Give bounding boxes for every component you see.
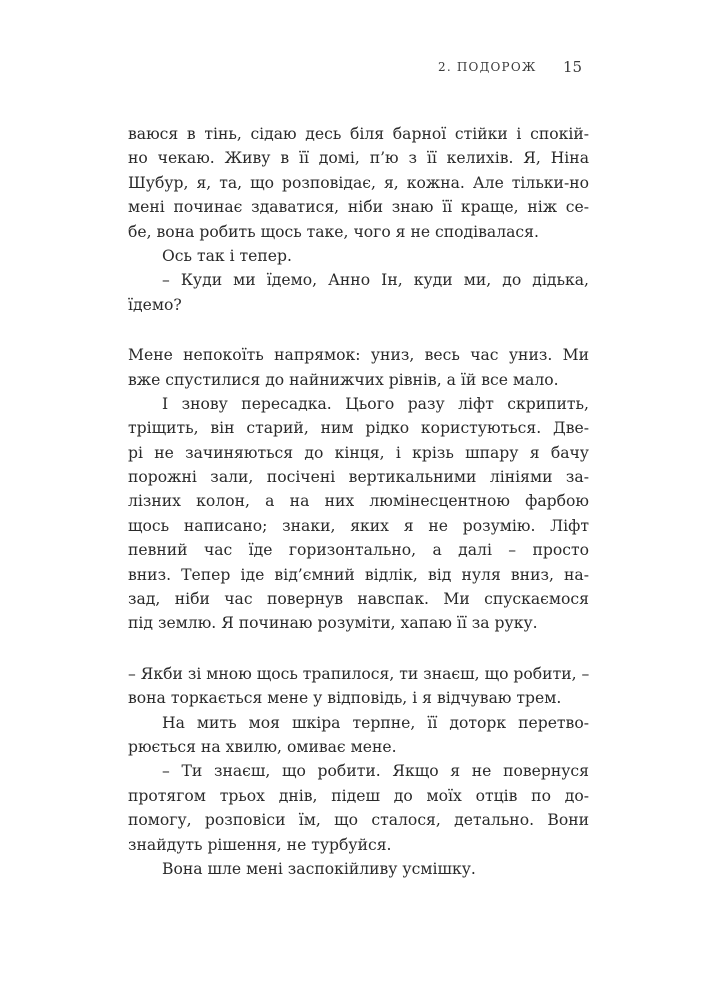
paragraph	[128, 759, 589, 857]
text-line: рі не зачиняються до кінця, і крізь шпару я бачу	[128, 443, 589, 462]
text-line: – Куди ми їдемо, Анно Ін, куди ми, до дідька,	[162, 271, 589, 290]
paragraph	[128, 662, 589, 711]
text-line: протягом трьох днів, підеш до моїх отців по до-	[128, 786, 589, 805]
text-line: вона торкається мене у відповідь, і я відчуваю трем.	[128, 689, 562, 708]
text-line: ваюся в тінь, сідаю десь біля барної стійки і спокій-	[128, 125, 589, 143]
section	[128, 343, 589, 636]
text-line: їдемо?	[128, 295, 182, 314]
text-line: порожні зали, посічені вертикальними лініями за-	[128, 468, 589, 487]
body-text	[128, 122, 589, 881]
text-line: зад, ніби час повернув навспак. Ми спускаємося	[128, 590, 589, 609]
text-line: Мене непокоїть напрямок: униз, весь час униз. Ми	[128, 346, 589, 365]
paragraph	[128, 122, 589, 244]
paragraph	[128, 392, 589, 636]
text-line: помогу, розповіси їм, що сталося, детально. Вони	[128, 811, 589, 830]
text-line: І знову пересадка. Цього разу ліфт скрипить,	[162, 394, 589, 413]
text-line: мені починає здаватися, ніби знаю її краще, ніж се-	[128, 198, 589, 217]
text-line: щось написано; знаки, яких я не розумію. Ліфт	[128, 516, 589, 535]
paragraph	[128, 711, 589, 760]
text-line: рюється на хвилю, омиває мене.	[128, 737, 397, 756]
text-line: під землю. Я починаю розуміти, хапаю її за руку.	[128, 614, 538, 633]
text-line: лізних колон, а на них люмінесцентною фарбою	[128, 492, 589, 511]
paragraph	[128, 268, 589, 317]
section-break	[128, 636, 589, 662]
text-line: но чекаю. Живу в її домі, п’ю з її келихів. Я, Ніна	[128, 149, 589, 168]
paragraph	[128, 857, 589, 881]
paragraph	[128, 244, 589, 268]
text-line: вже спустилися до найнижчих рівнів, а їй все мало.	[128, 370, 559, 389]
section-break	[128, 317, 589, 343]
section	[128, 662, 589, 882]
text-line: Шубур, я, та, що розповідає, я, кожна. Але тільки-но	[128, 173, 589, 192]
text-line: – Якби зі мною щось трапилося, ти знаєш, що робити, –	[128, 664, 590, 683]
text-line: – Ти знаєш, що робити. Якщо я не повернуся	[162, 762, 589, 781]
text-line: Вона шле мені заспокійливу усмішку.	[162, 859, 476, 878]
text-line: бе, вона робить щось таке, чого я не сподівалася.	[128, 222, 539, 241]
paragraph	[128, 343, 589, 392]
page-number: 15	[563, 58, 583, 76]
text-line: Ось так і тепер.	[162, 246, 292, 265]
section	[128, 122, 589, 317]
text-line: тріщить, він старий, ним рідко користуються. Две-	[128, 419, 589, 438]
text-line: вниз. Тепер іде від’ємний відлік, від нуля вниз, на-	[128, 565, 589, 584]
text-line: знайдуть рішення, не турбуйся.	[128, 835, 392, 854]
text-line: На мить моя шкіра терпне, її доторк перетво-	[162, 713, 589, 732]
text-line: певний час їде горизонтально, а далі – просто	[128, 541, 589, 560]
running-head: 2. ПОДОРОЖ	[438, 60, 537, 74]
